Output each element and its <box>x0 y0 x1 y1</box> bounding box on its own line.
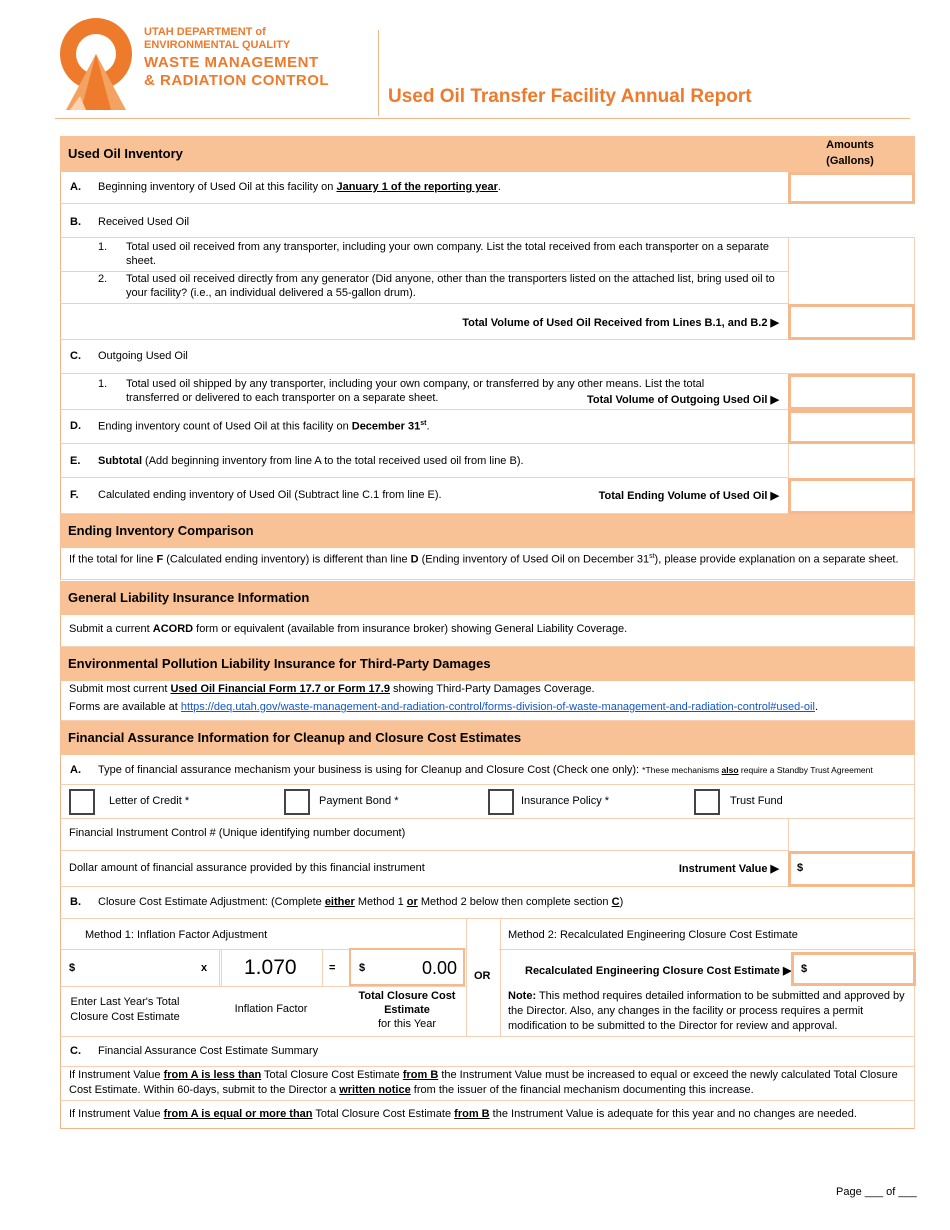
financial-b-text <box>98 896 623 908</box>
logo-line4: & RADIATION CONTROL <box>144 72 330 89</box>
row-d <box>60 410 915 444</box>
last-year-estimate-input[interactable] <box>61 950 220 986</box>
financial-a-note-pre: *These mechanisms <box>642 765 722 775</box>
row-e-text <box>98 455 524 467</box>
pollution-l2a: Forms are available at <box>69 701 181 713</box>
summary-equal-b: from A is equal or more than <box>163 1108 313 1120</box>
total-closure-cost-value: 0.00 <box>421 958 457 978</box>
recalc-dollar-sign: $ <box>801 963 808 975</box>
deq-logo <box>56 14 136 110</box>
trust-fund-checkbox[interactable] <box>694 789 720 815</box>
total-dollar-sign: $ <box>359 962 366 974</box>
trust-fund-label: Trust Fund <box>730 795 783 807</box>
financial-b-b1: either <box>324 896 355 908</box>
row-e-text-bold: Subtotal <box>98 455 142 467</box>
header-rule <box>55 118 910 119</box>
mechanism-options-row <box>60 785 915 819</box>
amount-d-input[interactable] <box>788 410 915 444</box>
logo-line2: ENVIRONMENTAL QUALITY <box>144 39 291 51</box>
control-number-input[interactable] <box>788 819 915 851</box>
logo-line1: UTAH DEPARTMENT of <box>144 26 266 38</box>
financial-c-text: Financial Assurance Cost Estimate Summary <box>98 1045 319 1057</box>
financial-c-letter: C. <box>70 1045 81 1057</box>
control-number-row <box>60 819 915 851</box>
dollar-amount-row <box>60 851 915 887</box>
method2-label: Method 2: Recalculated Engineering Closure Cost Estimate <box>508 929 798 941</box>
financial-b-t2: Method 1 <box>354 896 407 908</box>
forms-link[interactable]: https://deq.utah.gov/waste-management-and-radiation-control/forms-division-of-waste-management-and-radiation-control#used-oil <box>180 701 815 713</box>
financial-a-letter: A. <box>70 764 81 776</box>
pollution-row <box>60 681 915 721</box>
financial-a-note <box>642 765 873 775</box>
pollution-l1b: Used Oil Financial Form 17.7 or Form 17.9 <box>170 683 390 695</box>
row-a-text-pre: Beginning inventory of Used Oil at this facility on <box>98 181 337 193</box>
summary-equal-e: the Instrument Value is adequate for this year and no changes are needed. <box>489 1108 857 1120</box>
liability-row <box>60 615 915 647</box>
pollution-l1a: Submit most current <box>69 683 171 695</box>
financial-a-text <box>98 764 873 776</box>
payment-bond-checkbox[interactable] <box>284 789 310 815</box>
amount-b2-input[interactable] <box>788 272 915 304</box>
row-b-total-label: Total Volume of Used Oil Received from Lines B.1, and B.2 ▶ <box>462 317 779 329</box>
pollution-line1 <box>69 683 595 695</box>
letter-of-credit-label: Letter of Credit * <box>109 795 190 807</box>
financial-a-text-main: Type of financial assurance mechanism your business is using for Cleanup and Closure Cost (Check one only): <box>98 764 640 776</box>
inventory-heading: Used Oil Inventory <box>68 146 183 161</box>
comparison-t4: ), please provide explanation on a separate sheet. <box>654 553 899 566</box>
comparison-sup: st <box>649 553 655 560</box>
summary-less-d: from B <box>402 1069 439 1081</box>
comparison-t2: (Calculated ending inventory) is different than line <box>163 553 411 566</box>
row-c1 <box>60 374 915 410</box>
pollution-l2c: . <box>814 701 818 713</box>
method2-divider <box>499 949 916 950</box>
liability-t2: form or equivalent (available from insurance broker) showing General Liability Coverage. <box>193 623 628 635</box>
comparison-text <box>69 549 909 568</box>
financial-header: Financial Assurance Information for Cleanup and Closure Cost Estimates <box>60 721 915 755</box>
row-b1-text: Total used oil received from any transporter, including your own company. List the total received from each transporter on a separate sheet. <box>126 241 770 267</box>
logo-text <box>144 26 329 90</box>
caption-inflation: Inflation Factor <box>234 1003 308 1015</box>
row-d-letter: D. <box>70 420 81 432</box>
instrument-dollar-sign: $ <box>797 862 804 874</box>
caption-total-bold: Total Closure Cost Estimate <box>358 990 456 1016</box>
row-a-text-bold: January 1 of the reporting year <box>336 181 498 193</box>
row-b-total <box>60 304 915 340</box>
summary-equal-text <box>69 1108 857 1120</box>
summary-less-g: from the issuer of the financial mechanism documenting this increase. <box>410 1084 754 1096</box>
caption-total-rest: for this Year <box>377 1018 437 1030</box>
financial-b-row <box>60 887 915 919</box>
comparison-b1: F <box>156 553 164 566</box>
summary-less-row <box>60 1067 915 1101</box>
row-d-text-pre: Ending inventory count of Used Oil at this facility on <box>98 420 352 433</box>
row-c-text: Outgoing Used Oil <box>98 350 188 362</box>
liability-header: General Liability Insurance Information <box>60 581 915 615</box>
row-b <box>60 204 915 238</box>
or-divider <box>466 919 501 1037</box>
comparison-b2: D <box>410 553 419 566</box>
summary-less-a: If Instrument Value <box>69 1069 164 1081</box>
insurance-policy-label: Insurance Policy * <box>521 795 610 807</box>
pollution-l1c: showing Third-Party Damages Coverage. <box>389 683 595 695</box>
payment-bond-label: Payment Bond * <box>319 795 399 807</box>
row-e-text-rest: (Add beginning inventory from line A to the total received used oil from line B). <box>142 455 524 467</box>
logo-line3: WASTE MANAGEMENT <box>144 54 319 71</box>
comparison-t3: (Ending inventory of Used Oil on December 31 <box>418 553 650 566</box>
amount-f-total-input[interactable] <box>788 478 915 514</box>
row-b2-text: Total used oil received directly from any generator (Did anyone, other than the transporters listed on the attached list, bring used oil to your facility? (i.e., an individual delivered a 55-gallon drum). <box>126 273 775 299</box>
summary-less-e: the Instrument Value must be increased to equal or exceed the newly calculated Total Closure Cost Estimate. Within 60-days, submit to the Director a <box>69 1069 898 1096</box>
liability-b1: ACORD <box>152 623 194 635</box>
row-e <box>60 444 915 478</box>
financial-b-t1: Closure Cost Estimate Adjustment: (Complete <box>98 896 325 908</box>
comparison-t1: If the total for line <box>69 553 157 566</box>
row-d-text <box>98 420 430 433</box>
amount-c-total-input[interactable] <box>788 374 915 410</box>
amount-e-input[interactable] <box>788 444 915 478</box>
row-d-sup: st <box>420 420 427 427</box>
comparison-header: Ending Inventory Comparison <box>60 514 915 548</box>
financial-a-note-bold: also <box>721 765 739 775</box>
financial-b-t4: ) <box>619 896 624 908</box>
instrument-value-input[interactable] <box>788 851 915 887</box>
amounts-header: Amounts (Gallons) <box>826 139 874 167</box>
summary-equal-row <box>60 1101 915 1129</box>
row-a-text-post: . <box>497 181 501 193</box>
row-a-text <box>98 181 501 193</box>
inflation-factor-field <box>221 950 323 986</box>
row-a <box>60 172 915 204</box>
method2-note-text: This method requires detailed information to be submitted and approved by the Director. Also, any changes in the facility or process requires a permit modification to be submitted to the Director for review and approval. <box>508 990 905 1032</box>
summary-equal-a: If Instrument Value <box>69 1108 164 1120</box>
letter-of-credit-checkbox[interactable] <box>69 789 95 815</box>
method2-note-bold: Note: <box>508 990 537 1002</box>
amount-b-total-input[interactable] <box>788 304 915 340</box>
financial-a-row <box>60 755 915 785</box>
method1-label: Method 1: Inflation Factor Adjustment <box>85 929 268 941</box>
liability-text <box>69 623 627 635</box>
row-c <box>60 340 915 374</box>
recalc-estimate-input[interactable] <box>791 952 916 986</box>
or-label: OR <box>474 970 491 982</box>
amount-a-input[interactable] <box>788 172 915 204</box>
summary-less-b: from A is less than <box>163 1069 262 1081</box>
inventory-header <box>60 136 915 172</box>
multiply-sign: x <box>201 962 208 974</box>
recalc-estimate-label: Recalculated Engineering Closure Cost Estimate ▶ <box>525 965 792 977</box>
caption-last-year: Enter Last Year's Total Closure Cost Estimate <box>70 996 180 1023</box>
comparison-row <box>60 548 915 580</box>
total-closure-cost-field[interactable] <box>349 948 465 986</box>
captions-divider <box>61 986 466 987</box>
financial-c-row <box>60 1037 915 1067</box>
liability-t1: Submit a current <box>69 623 153 635</box>
row-c-total-label: Total Volume of Outgoing Used Oil ▶ <box>587 394 779 406</box>
pollution-line2 <box>69 701 818 713</box>
row-f <box>60 478 915 514</box>
row-a-letter: A. <box>70 181 81 193</box>
row-b2 <box>60 272 915 304</box>
caption-total <box>349 989 465 1031</box>
row-b2-num: 2. <box>98 273 108 285</box>
insurance-policy-checkbox[interactable] <box>488 789 514 815</box>
financial-b-b2: or <box>406 896 418 908</box>
financial-b-letter: B. <box>70 896 81 908</box>
row-c1-num: 1. <box>98 378 108 390</box>
row-c1-text: Total used oil shipped by any transporter, including your own company, or transferred by any other means. List the total transferred or delivered to each transporter on a separate sheet. <box>126 378 705 404</box>
financial-b-t3: Method 2 below then complete section <box>417 896 612 908</box>
amount-b1-input[interactable] <box>788 238 915 272</box>
header-divider <box>378 30 379 116</box>
methods-block <box>60 919 915 1037</box>
page-title: Used Oil Transfer Facility Annual Report <box>388 86 752 107</box>
row-b-letter: B. <box>70 216 81 228</box>
pollution-header: Environmental Pollution Liability Insurance for Third-Party Damages <box>60 647 915 681</box>
row-f-total-label: Total Ending Volume of Used Oil ▶ <box>598 490 779 502</box>
financial-a-note-post: require a Standby Trust Agreement <box>738 765 873 775</box>
summary-less-c: Total Closure Cost Estimate <box>261 1069 403 1081</box>
instrument-value-label: Instrument Value ▶ <box>678 863 779 875</box>
last-year-dollar-sign: $ <box>69 962 76 974</box>
row-e-letter: E. <box>70 455 81 467</box>
row-b1 <box>60 238 915 272</box>
summary-equal-d: from B <box>454 1108 490 1120</box>
row-d-text-post: . <box>426 420 430 433</box>
row-f-text: Calculated ending inventory of Used Oil (Subtract line C.1 from line E). <box>98 489 442 501</box>
control-number-label: Financial Instrument Control # (Unique identifying number document) <box>69 827 406 839</box>
row-d-text-bold: December 31 <box>351 420 421 433</box>
row-b1-num: 1. <box>98 241 108 253</box>
equals-sign: = <box>329 962 336 974</box>
method2-note <box>508 989 910 1034</box>
inflation-factor-value: 1.070 <box>244 956 297 979</box>
row-c-letter: C. <box>70 350 81 362</box>
page-number: Page ___ of ___ <box>836 1186 917 1198</box>
financial-b-b3: C <box>611 896 620 908</box>
summary-less-text <box>69 1068 909 1098</box>
dollar-amount-label: Dollar amount of financial assurance provided by this financial instrument <box>69 862 425 874</box>
summary-less-f: written notice <box>339 1084 411 1096</box>
summary-equal-c: Total Closure Cost Estimate <box>312 1108 455 1120</box>
row-f-letter: F. <box>70 489 79 501</box>
row-b-text: Received Used Oil <box>98 216 190 228</box>
